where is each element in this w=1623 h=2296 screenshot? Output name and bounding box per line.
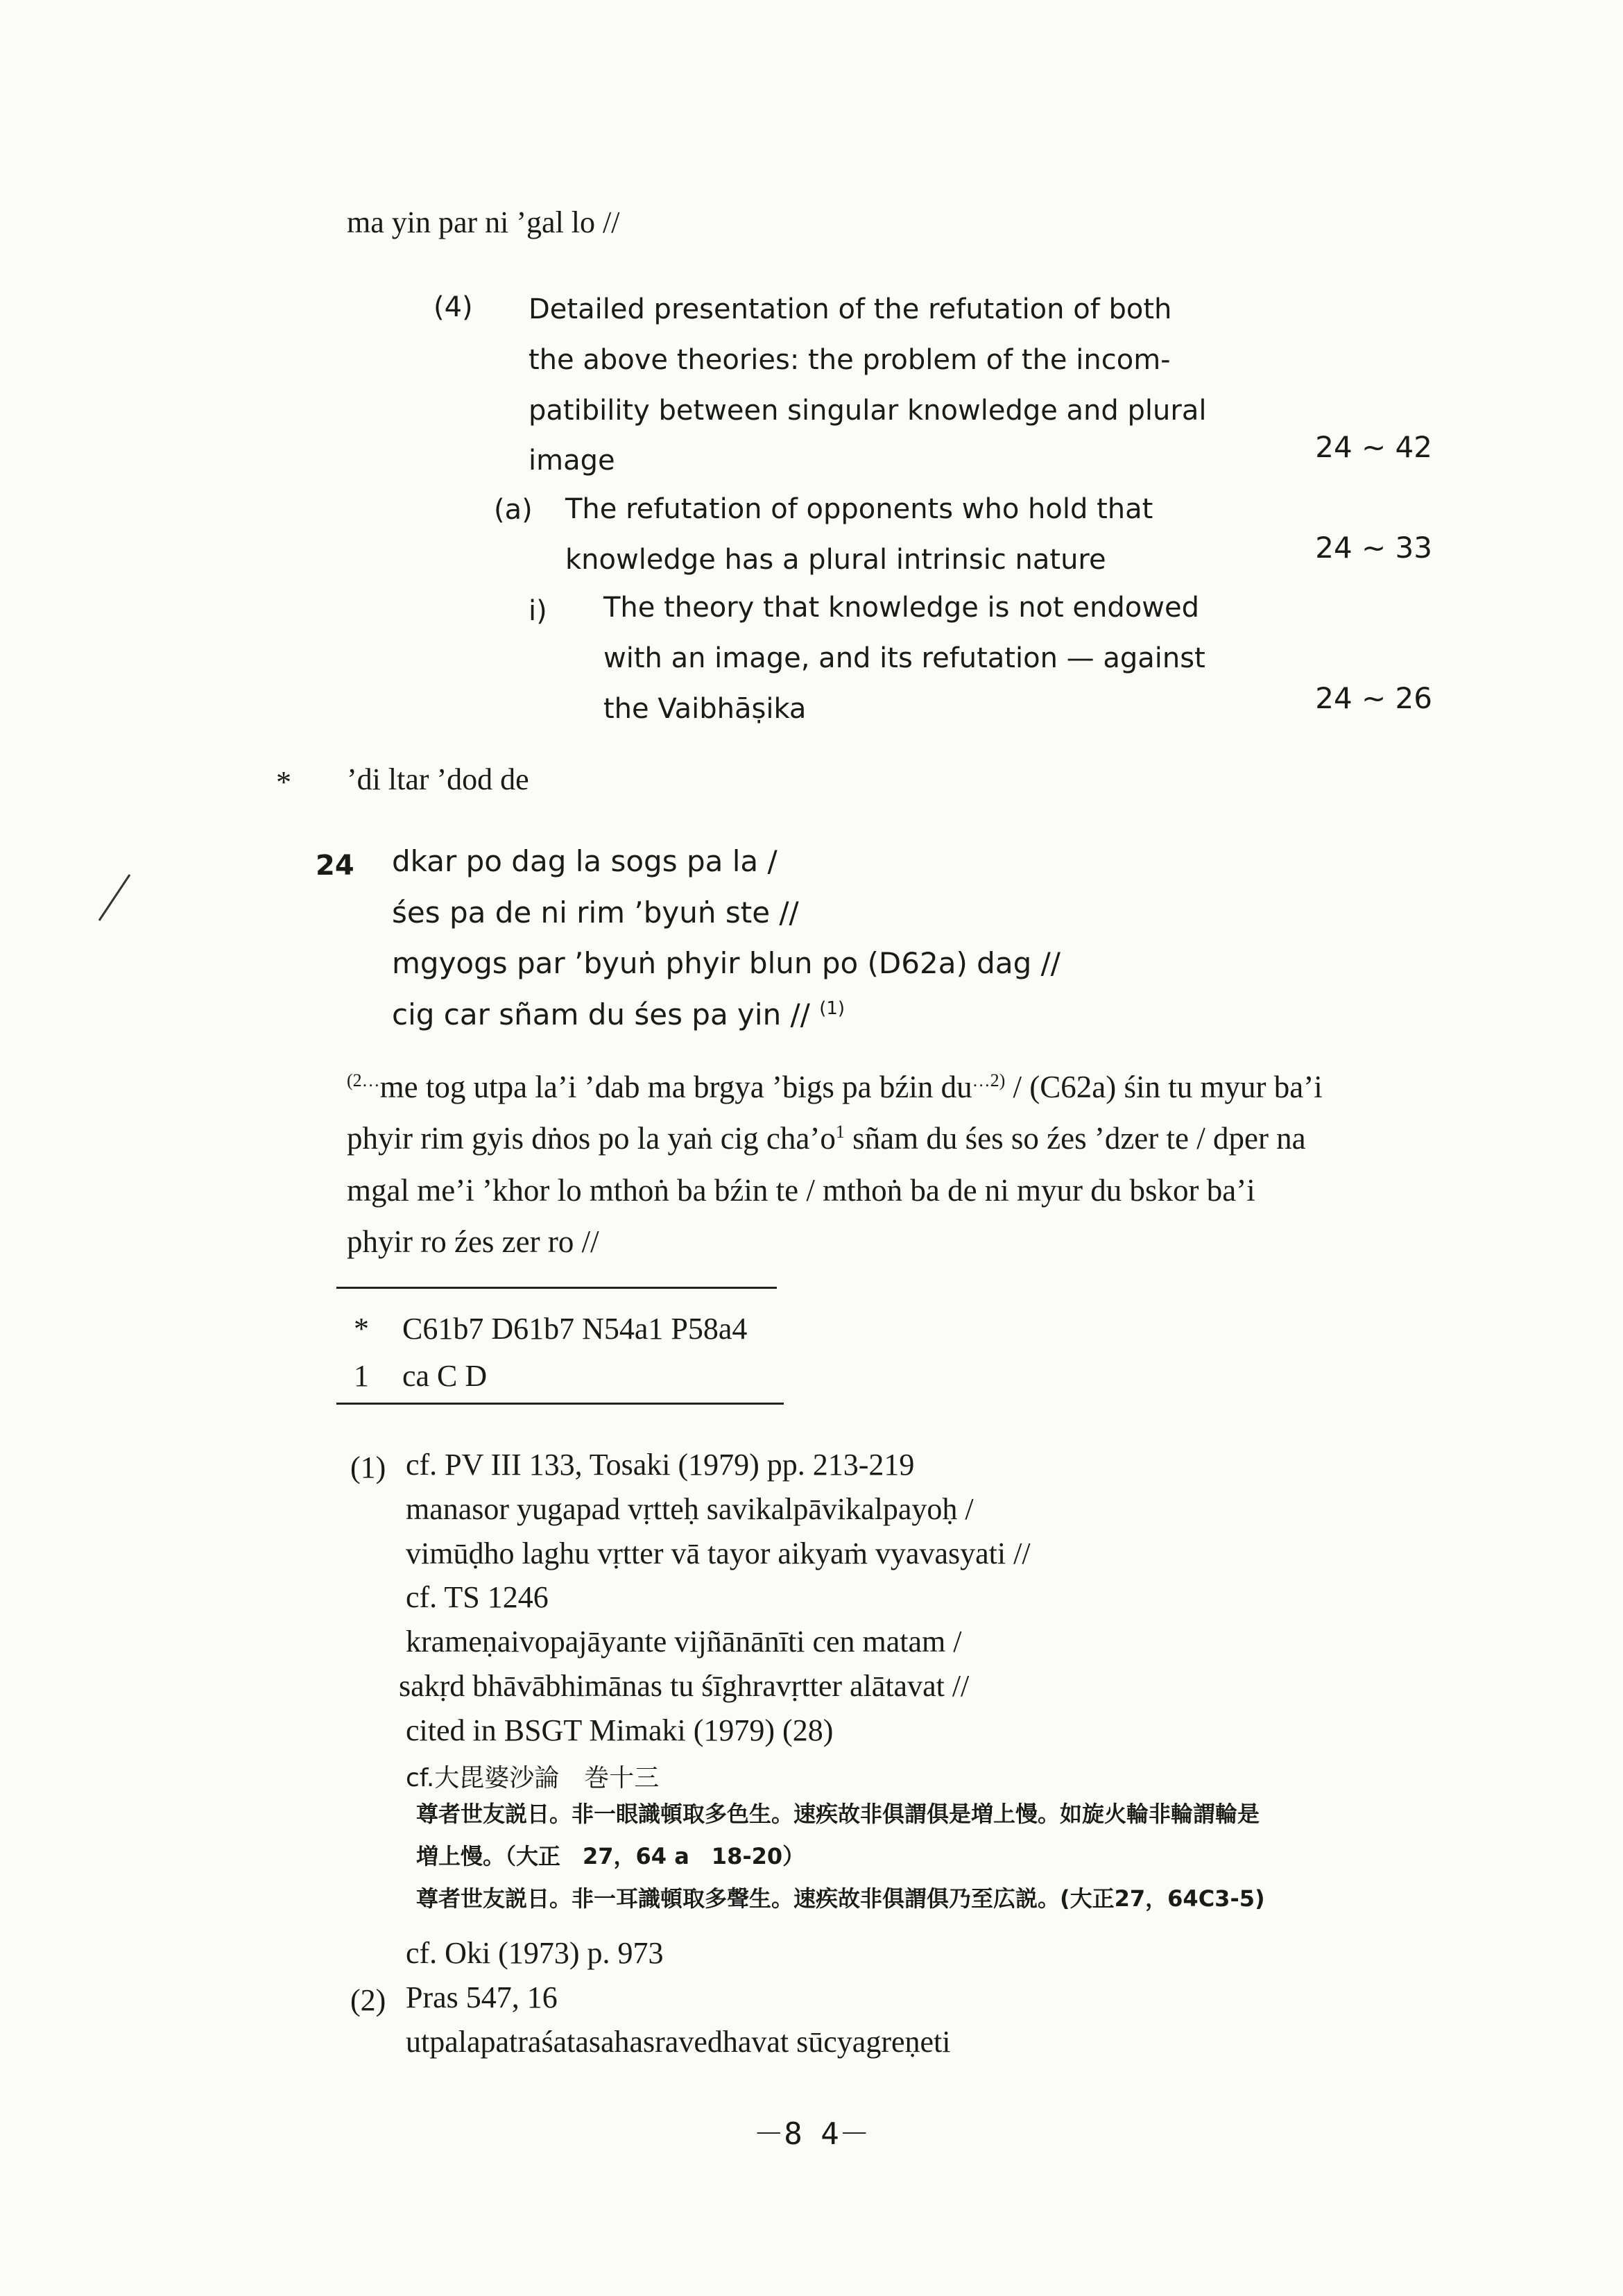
verse-line bbox=[392, 989, 1060, 1040]
margin-mark bbox=[94, 871, 135, 926]
apparatus-marker: 1 bbox=[354, 1359, 369, 1393]
outline-item-a bbox=[565, 484, 1153, 585]
cjk-heading: cf.大毘婆沙論 巻十三 bbox=[406, 1764, 660, 1792]
footnote-line: sakṛd bhāvābhimānas tu śīghravṛtter alātavat // bbox=[399, 1668, 970, 1703]
outline-item-4 bbox=[529, 284, 1206, 486]
top-line: ma yin par ni ’gal lo // bbox=[347, 205, 620, 239]
commentary-line bbox=[347, 1061, 1323, 1113]
commentary-line bbox=[347, 1113, 1323, 1164]
outline-line: image bbox=[529, 445, 615, 477]
cjk-citations bbox=[416, 1793, 1265, 1919]
outline-label-a: (a) bbox=[494, 494, 533, 526]
commentary-text: sñam du śes so źes ’dzer te / dper na bbox=[852, 1121, 1306, 1156]
footnote-line: utpalapatraśatasahasravedhavat sūcyagreṇeti bbox=[406, 2024, 951, 2059]
commentary-text: / (C62a) śin tu myur ba’i bbox=[1013, 1070, 1323, 1104]
apparatus-text: C61b7 D61b7 N54a1 P58a4 bbox=[402, 1312, 748, 1346]
footnote-line: cf. TS 1246 bbox=[406, 1580, 549, 1615]
apparatus-text: ca C D bbox=[402, 1359, 488, 1393]
verse-line-text: cig car sñam du śes pa yin // bbox=[392, 997, 810, 1031]
variant-mark-close: …2) bbox=[972, 1070, 1006, 1090]
outline-line: knowledge has a plural intrinsic nature bbox=[565, 543, 1106, 576]
page-number: －8 4－ bbox=[753, 2116, 870, 2152]
cjk-line: 尊者世友説日。非一眼識頓取多色生。速疾故非俱謂俱是増上慢。如旋火輪非輪謂輪是 bbox=[416, 1801, 1260, 1827]
commentary bbox=[347, 1061, 1323, 1267]
verse-line: mgyogs par ’byuṅ phyir blun po (D62a) dag // bbox=[392, 946, 1060, 980]
verse-line: śes pa de ni rim ’byuṅ ste // bbox=[392, 895, 799, 929]
star-line-text: ’di ltar ’dod de bbox=[347, 762, 529, 796]
commentary-text: me tog utpa la’i ’dab ma brgya ’bigs pa bźin du bbox=[379, 1070, 972, 1104]
footnote-line: vimūḍho laghu vṛtter vā tayor aikyaṁ vyavasyati // bbox=[406, 1536, 1031, 1570]
footnote-1 bbox=[399, 1443, 1031, 1753]
cjk-line: 増上慢。（大正 27，64 a 18-20） bbox=[416, 1842, 805, 1869]
star-marker: * bbox=[276, 765, 291, 799]
apparatus-rule-bottom bbox=[336, 1403, 784, 1405]
footnote-line: manasor yugapad vṛtteḥ savikalpāvikalpayoḥ / bbox=[406, 1491, 974, 1526]
commentary-line: phyir ro źes zer ro // bbox=[347, 1224, 599, 1259]
footnote-line: krameṇaivopajāyante vijñānānīti cen matam / bbox=[406, 1625, 962, 1659]
outline-label-4: (4) bbox=[433, 291, 473, 323]
range-i: 24 ~ 26 bbox=[1315, 681, 1432, 715]
note-ref: (1) bbox=[819, 997, 845, 1019]
range-4: 24 ~ 42 bbox=[1315, 430, 1432, 464]
outline-line: The refutation of opponents who hold that bbox=[565, 493, 1153, 525]
footnote-label-1: (1) bbox=[350, 1450, 386, 1484]
outline-line: patibility between singular knowledge and plural bbox=[529, 394, 1207, 427]
commentary-text: phyir rim gyis dṅos po la yaṅ cig cha’o bbox=[347, 1121, 836, 1156]
cjk-line: 尊者世友説日。非一耳識頓取多聲生。速疾故非俱謂俱乃至広説。(大正27，64C3-5) bbox=[416, 1885, 1265, 1912]
verse-number: 24 bbox=[316, 850, 354, 882]
footnote-line: cited in BSGT Mimaki (1979) (28) bbox=[406, 1713, 834, 1747]
outline-label-i: i) bbox=[529, 595, 547, 627]
footnote-label-2: (2) bbox=[350, 1983, 386, 2017]
outline-item-i bbox=[603, 583, 1205, 734]
verse-text bbox=[392, 836, 1060, 1040]
apparatus-marker: * bbox=[354, 1312, 369, 1346]
outline-line: the Vaibhāṣika bbox=[603, 692, 807, 725]
outline-line: with an image, and its refutation — against bbox=[603, 642, 1205, 674]
footnote-line: cf. PV III 133, Tosaki (1979) pp. 213-219 bbox=[406, 1448, 915, 1482]
range-a: 24 ~ 33 bbox=[1315, 531, 1432, 565]
footnote-2 bbox=[406, 1976, 951, 2064]
outline-line: Detailed presentation of the refutation of both bbox=[529, 293, 1172, 325]
footnote-line: Pras 547, 16 bbox=[406, 1980, 558, 2014]
verse-line: dkar po dag la sogs pa la / bbox=[392, 844, 778, 878]
footnote-oki: cf. Oki (1973) p. 973 bbox=[406, 1936, 664, 1970]
variant-mark-1: 1 bbox=[835, 1122, 845, 1142]
outline-line: The theory that knowledge is not endowed bbox=[603, 592, 1199, 624]
apparatus-rule-top bbox=[336, 1287, 777, 1289]
variant-mark-open: (2… bbox=[347, 1070, 380, 1090]
commentary-line: mgal me’i ’khor lo mthoṅ ba bźin te / mthoṅ ba de ni myur du bskor ba’i bbox=[347, 1172, 1255, 1208]
outline-line: the above theories: the problem of the incom- bbox=[529, 343, 1171, 376]
